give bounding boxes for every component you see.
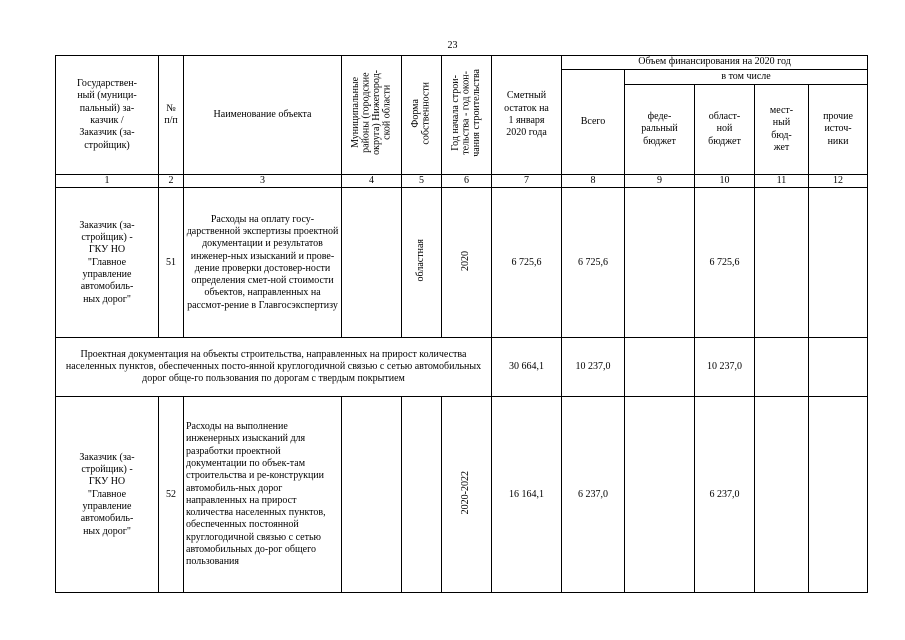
total-cell: 10 237,0 — [562, 338, 625, 397]
col-number: 4 — [342, 175, 402, 188]
col-number: 11 — [755, 175, 809, 188]
col-number: 3 — [184, 175, 342, 188]
header-total: Всего — [562, 70, 625, 175]
header-object-name: Наименование объекта — [184, 56, 342, 175]
summary-row — [56, 338, 868, 397]
col-number: 8 — [562, 175, 625, 188]
col-number: 9 — [625, 175, 695, 188]
other-cell — [809, 397, 868, 593]
column-numbers-row — [56, 175, 868, 188]
header-funding-group: Объем финансирования на 2020 год — [562, 56, 868, 70]
local-cell — [755, 397, 809, 593]
object-name-cell: Расходы на выполнение инженерных изысканий для разработки проектной документации по объек-там строительства и ре-конструкции автомобиль-ных дорог направленных на прирост количества населенных пунктов, обеспеченных постоянной круглогодичной связью с сетью автомобильных до-рог общего пользования — [184, 397, 342, 593]
summary-text: Проектная документация на объекты строительства, направленных на прирост количества населенных пунктов, обеспеченных посто-янной круглогодичной связью с сетью автомобильных дорог обще-го пользования по дорогам с твердым покрытием — [56, 338, 492, 397]
row-number: 52 — [159, 397, 184, 593]
customer-cell: Заказчик (за- стройщик) - ГКУ НО "Главное управление автомобиль- ных дорог" — [56, 188, 159, 338]
district-cell — [342, 397, 402, 593]
col-number: 10 — [695, 175, 755, 188]
col-number: 12 — [809, 175, 868, 188]
row-number: 51 — [159, 188, 184, 338]
regional-cell: 6 237,0 — [695, 397, 755, 593]
col-number: 1 — [56, 175, 159, 188]
regional-cell: 10 237,0 — [695, 338, 755, 397]
header-ownership: Форма собственности — [402, 56, 442, 175]
financing-table — [55, 55, 868, 593]
header-districts: Муниципальные районы (городские округа) Нижегород- ской области — [342, 56, 402, 175]
header-other: прочие источ- ники — [809, 85, 868, 175]
total-cell: 6 237,0 — [562, 397, 625, 593]
header-regional: област- ной бюджет — [695, 85, 755, 175]
ownership-cell — [402, 397, 442, 593]
federal-cell — [625, 397, 695, 593]
header-customer: Государствен- ный (муници- пальный) за- казчик / Заказчик (за- стройщик) — [56, 56, 159, 175]
federal-cell — [625, 188, 695, 338]
regional-cell: 6 725,6 — [695, 188, 755, 338]
col-number: 5 — [402, 175, 442, 188]
ownership-cell: областная — [402, 188, 442, 338]
local-cell — [755, 188, 809, 338]
header-number: № п/п — [159, 56, 184, 175]
header-years: Год начала строи- тельства - год окон- чания строительства — [442, 56, 492, 175]
local-cell — [755, 338, 809, 397]
header-local: мест- ный бюд- жет — [755, 85, 809, 175]
other-cell — [809, 188, 868, 338]
years-cell: 2020 — [442, 188, 492, 338]
district-cell — [342, 188, 402, 338]
object-name-cell: Расходы на оплату госу-дарственной экспертизы проектной документации и результатов инженер-ных изысканий и прове-дение проверки достовер-ности определения смет-ной стоимости объектов, направленных на рассмот-рение в Главгосэкспертизу — [184, 188, 342, 338]
header-estimate-balance: Сметный остаток на 1 января 2020 года — [492, 56, 562, 175]
balance-cell: 6 725,6 — [492, 188, 562, 338]
table-row — [56, 397, 868, 593]
col-number: 7 — [492, 175, 562, 188]
header-federal: феде- ральный бюджет — [625, 85, 695, 175]
balance-cell: 30 664,1 — [492, 338, 562, 397]
header-including: в том числе — [625, 70, 868, 85]
federal-cell — [625, 338, 695, 397]
other-cell — [809, 338, 868, 397]
total-cell: 6 725,6 — [562, 188, 625, 338]
years-cell: 2020-2022 — [442, 397, 492, 593]
table-row — [56, 188, 868, 338]
customer-cell: Заказчик (за- стройщик) - ГКУ НО "Главное управление автомобиль- ных дорог" — [56, 397, 159, 593]
balance-cell: 16 164,1 — [492, 397, 562, 593]
col-number: 2 — [159, 175, 184, 188]
page-number: 23 — [447, 40, 458, 51]
col-number: 6 — [442, 175, 492, 188]
